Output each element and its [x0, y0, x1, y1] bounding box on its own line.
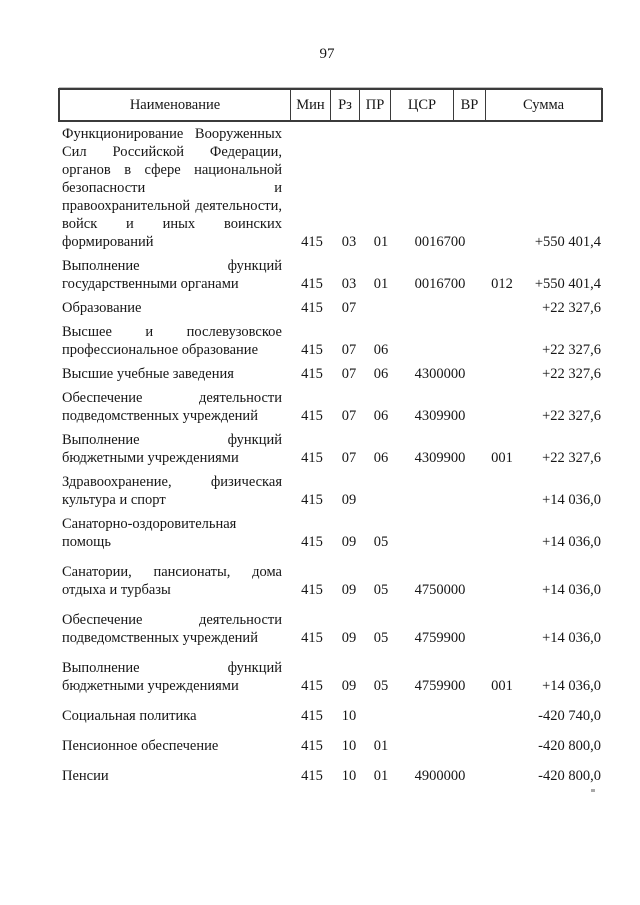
cell-name: Пенсии: [62, 768, 109, 784]
cell-min: 415: [301, 366, 323, 382]
cell-csr: 0016700: [414, 234, 466, 250]
cell-name: Здравоохранение, физическая культура и спорт: [62, 474, 282, 508]
cell-name: Образование: [62, 300, 142, 316]
cell-csr: 4309900: [414, 408, 466, 424]
table-row: [58, 737, 603, 755]
cell-sum: +22 327,6: [542, 342, 601, 358]
page-number: 97: [319, 46, 335, 62]
cell-pr: 06: [373, 450, 389, 466]
cell-rz: 09: [341, 678, 357, 694]
table-row: [58, 707, 603, 725]
cell-name: Выполнение функций бюджетными учреждениями: [62, 660, 282, 694]
cell-sum: +550 401,4: [534, 276, 601, 292]
table-row: [58, 299, 603, 317]
cell-sum: +22 327,6: [542, 408, 601, 424]
cell-csr: 4309900: [414, 450, 466, 466]
cell-vr: 001: [491, 450, 513, 466]
budget-table: [58, 88, 603, 785]
column-header-vr: ВР: [453, 90, 485, 120]
cell-min: 415: [301, 678, 323, 694]
cell-pr: 05: [373, 582, 389, 598]
cell-rz: 10: [341, 738, 357, 754]
column-header-sum: Сумма: [485, 90, 601, 120]
column-header-csr: ЦСР: [390, 90, 453, 120]
cell-csr: 4900000: [414, 768, 466, 784]
cell-name: Функционирование Вооруженных Сил Российской Федерации, органов в сфере национальной безопасности и правоохранительной деятельности, войск и иных воинских формирований: [62, 126, 282, 250]
scan-artifact: [591, 789, 595, 792]
cell-sum: +14 036,0: [542, 630, 601, 646]
cell-pr: 05: [373, 630, 389, 646]
cell-rz: 07: [341, 366, 357, 382]
cell-min: 415: [301, 492, 323, 508]
cell-name: Высшее и послевузовское профессиональное образование: [62, 324, 282, 358]
column-header-min: Мин: [290, 90, 330, 120]
cell-csr: 4759900: [414, 630, 466, 646]
cell-vr: 001: [491, 678, 513, 694]
cell-min: 415: [301, 342, 323, 358]
table-row: [58, 473, 603, 509]
cell-pr: 05: [373, 534, 389, 550]
column-header-name: Наименование: [129, 96, 221, 113]
cell-min: 415: [301, 630, 323, 646]
cell-csr: 4750000: [414, 582, 466, 598]
table-row: [58, 767, 603, 785]
cell-min: 415: [301, 450, 323, 466]
column-header-rz: Рз: [330, 90, 359, 120]
column-header-pr: ПР: [359, 90, 390, 120]
cell-rz: 07: [341, 408, 357, 424]
cell-min: 415: [301, 708, 323, 724]
cell-name: Высшие учебные заведения: [62, 366, 234, 382]
cell-rz: 09: [341, 630, 357, 646]
cell-min: 415: [301, 738, 323, 754]
cell-name: Социальная политика: [62, 708, 197, 724]
cell-rz: 09: [341, 534, 357, 550]
cell-rz: 03: [341, 276, 357, 292]
cell-min: 415: [301, 582, 323, 598]
table-row: [58, 257, 603, 293]
cell-name: Пенсионное обеспечение: [62, 738, 219, 754]
cell-vr: 012: [491, 276, 513, 292]
cell-name: Санатории, пансионаты, дома отдыха и турбазы: [62, 564, 282, 598]
cell-pr: 01: [373, 234, 389, 250]
table-row: [58, 365, 603, 383]
cell-csr: 0016700: [414, 276, 466, 292]
cell-csr: 4300000: [414, 366, 466, 382]
table-row: [58, 611, 603, 647]
cell-sum: +14 036,0: [542, 534, 601, 550]
cell-name: Обеспечение деятельности подведомственных учреждений: [62, 390, 282, 424]
cell-rz: 07: [341, 300, 357, 316]
cell-sum: +550 401,4: [534, 234, 601, 250]
cell-pr: 01: [373, 768, 389, 784]
cell-name: Санаторно-оздоровительная помощь: [62, 516, 237, 550]
cell-pr: 06: [373, 366, 389, 382]
cell-rz: 09: [341, 582, 357, 598]
cell-pr: 06: [373, 408, 389, 424]
table-body: [58, 125, 603, 785]
cell-name: Выполнение функций государственными органами: [62, 258, 282, 292]
cell-csr: 4759900: [414, 678, 466, 694]
cell-rz: 09: [341, 492, 357, 508]
table-row: [58, 431, 603, 467]
cell-sum: +22 327,6: [542, 300, 601, 316]
cell-sum: +14 036,0: [542, 582, 601, 598]
cell-min: 415: [301, 534, 323, 550]
cell-sum: +14 036,0: [542, 678, 601, 694]
cell-pr: 01: [373, 738, 389, 754]
cell-rz: 10: [341, 708, 357, 724]
cell-min: 415: [301, 768, 323, 784]
cell-pr: 06: [373, 342, 389, 358]
cell-rz: 03: [341, 234, 357, 250]
table-row: [58, 389, 603, 425]
cell-sum: -420 740,0: [538, 708, 601, 724]
cell-rz: 10: [341, 768, 357, 784]
cell-sum: +22 327,6: [542, 366, 601, 382]
cell-rz: 07: [341, 450, 357, 466]
cell-pr: 01: [373, 276, 389, 292]
cell-min: 415: [301, 234, 323, 250]
table-header-row: [58, 88, 603, 122]
cell-sum: -420 800,0: [538, 738, 601, 754]
cell-name: Обеспечение деятельности подведомственных учреждений: [62, 612, 282, 646]
cell-min: 415: [301, 276, 323, 292]
cell-sum: -420 800,0: [538, 768, 601, 784]
cell-min: 415: [301, 408, 323, 424]
table-row: [58, 323, 603, 359]
table-row: [58, 659, 603, 695]
cell-name: Выполнение функций бюджетными учреждениями: [62, 432, 282, 466]
cell-sum: +22 327,6: [542, 450, 601, 466]
cell-pr: 05: [373, 678, 389, 694]
table-row: [58, 125, 603, 251]
table-row: [58, 515, 603, 551]
cell-sum: +14 036,0: [542, 492, 601, 508]
cell-rz: 07: [341, 342, 357, 358]
table-row: [58, 563, 603, 599]
cell-min: 415: [301, 300, 323, 316]
